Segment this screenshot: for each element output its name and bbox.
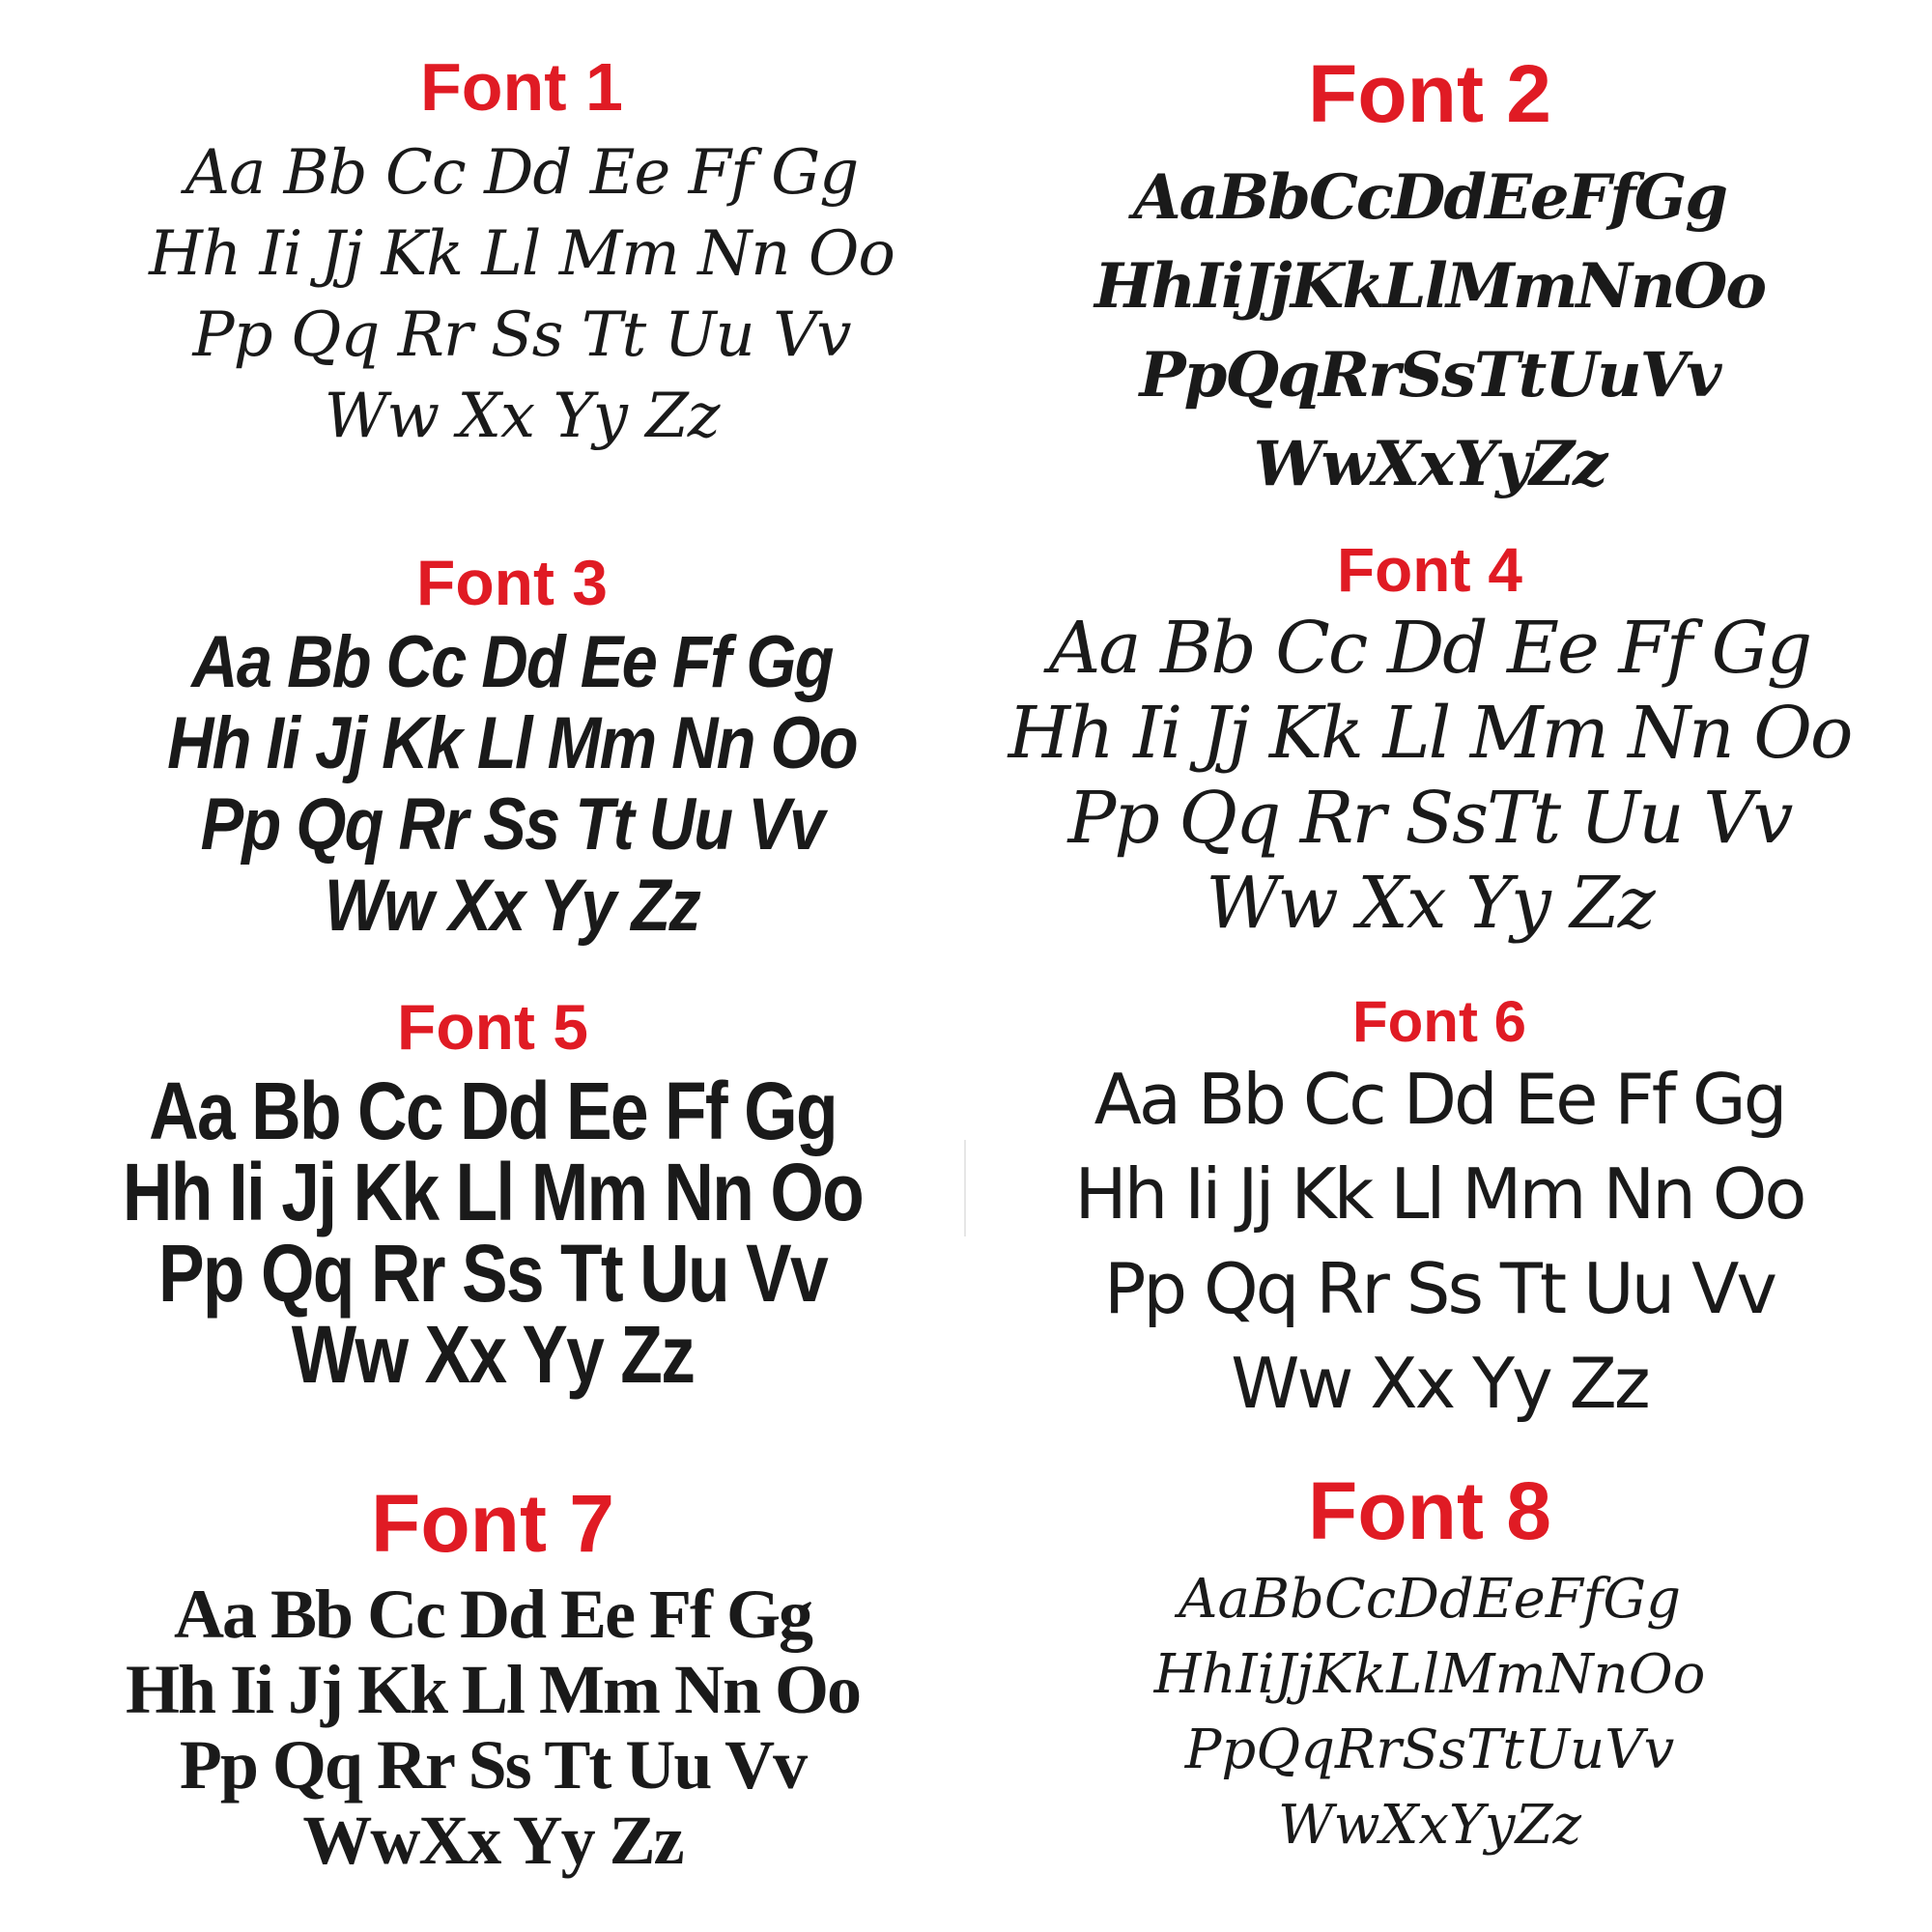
font-3-block — [48, 547, 976, 947]
font-6-title: Font 6 — [1352, 989, 1526, 1054]
font-5-block — [29, 991, 956, 1400]
font-1-title: Font 1 — [420, 49, 623, 125]
font-5-title: Font 5 — [397, 991, 588, 1063]
font-8-line-3: PpQqRrSsTtUuVv — [1184, 1719, 1675, 1781]
font-4-line-3: Pp Qq Rr SsTt Uu Vv — [1067, 777, 1792, 860]
font-3-line-4: Ww Xx Yy Zz — [324, 865, 700, 947]
font-3-title: Font 3 — [416, 547, 608, 618]
font-7-block — [29, 1478, 956, 1879]
font-8-block — [966, 1465, 1893, 1857]
font-1-line-1: Aa Bb Cc Dd Ee Ff Gg — [185, 137, 859, 209]
font-8-line-2: HhIiJjKkLlMmNnOo — [1153, 1643, 1706, 1706]
font-1-line-2: Hh Ii Jj Kk Ll Mm Nn Oo — [149, 218, 895, 290]
font-1-line-4: Ww Xx Yy Zz — [324, 381, 720, 452]
font-2-line-4: WwXxYyZz — [1253, 428, 1606, 500]
font-3-line-3: Pp Qq Rr Ss Tt Uu Vv — [200, 783, 824, 866]
column-divider — [964, 1140, 966, 1236]
font-5-line-3: Pp Qq Rr Ss Tt Uu Vv — [157, 1228, 827, 1319]
font-5-line-2: Hh Ii Jj Kk Ll Mm Nn Oo — [122, 1147, 864, 1237]
font-2-line-1: AaBbCcDdEeFfGg — [1133, 161, 1726, 234]
font-4-line-2: Hh Ii Jj Kk Ll Mm Nn Oo — [1008, 692, 1852, 775]
font-2-block — [966, 48, 1893, 500]
font-5-line-4: Ww Xx Yy Zz — [291, 1309, 695, 1400]
font-8-line-1: AaBbCcDdEeFfGg — [1179, 1568, 1681, 1631]
font-5-line-1: Aa Bb Cc Dd Ee Ff Gg — [149, 1065, 837, 1156]
font-6-line-3: Pp Qq Rr Ss Tt Uu Vv — [1103, 1248, 1776, 1329]
font-2-line-3: PpQqRrSsTtUuVv — [1139, 339, 1720, 412]
font-8-line-4: WwXxYyZz — [1278, 1794, 1581, 1857]
font-1-line-3: Pp Qq Rr Ss Tt Uu Vv — [192, 299, 851, 371]
font-6-block — [976, 989, 1903, 1424]
font-7-line-2: Hh Ii Jj Kk Ll Mm Nn Oo — [125, 1651, 861, 1728]
font-2-title: Font 2 — [1308, 48, 1551, 139]
font-4-line-1: Aa Bb Cc Dd Ee Ff Gg — [1048, 607, 1811, 690]
font-7-line-3: Pp Qq Rr Ss Tt Uu Vv — [179, 1726, 807, 1804]
font-3-line-2: Hh Ii Jj Kk Ll Mm Nn Oo — [167, 702, 857, 784]
font-7-line-1: Aa Bb Cc Dd Ee Ff Gg — [174, 1576, 811, 1653]
font-4-line-4: Ww Xx Yy Zz — [1206, 862, 1654, 945]
font-1-block — [58, 49, 985, 452]
font-3-line-1: Aa Bb Cc Dd Ee Ff Gg — [191, 621, 833, 703]
font-7-line-4: WwXx Yy Zz — [302, 1802, 683, 1879]
font-4-title: Font 4 — [1337, 535, 1522, 605]
font-8-title: Font 8 — [1308, 1465, 1551, 1556]
font-6-line-1: Aa Bb Cc Dd Ee Ff Gg — [1094, 1059, 1785, 1140]
font-6-line-4: Ww Xx Yy Zz — [1231, 1343, 1648, 1424]
font-6-line-2: Hh Ii Jj Kk Ll Mm Nn Oo — [1074, 1153, 1804, 1235]
font-7-title: Font 7 — [371, 1478, 614, 1569]
font-4-block — [966, 535, 1893, 945]
font-2-line-2: HhIiJjKkLlMmNnOo — [1094, 250, 1765, 323]
